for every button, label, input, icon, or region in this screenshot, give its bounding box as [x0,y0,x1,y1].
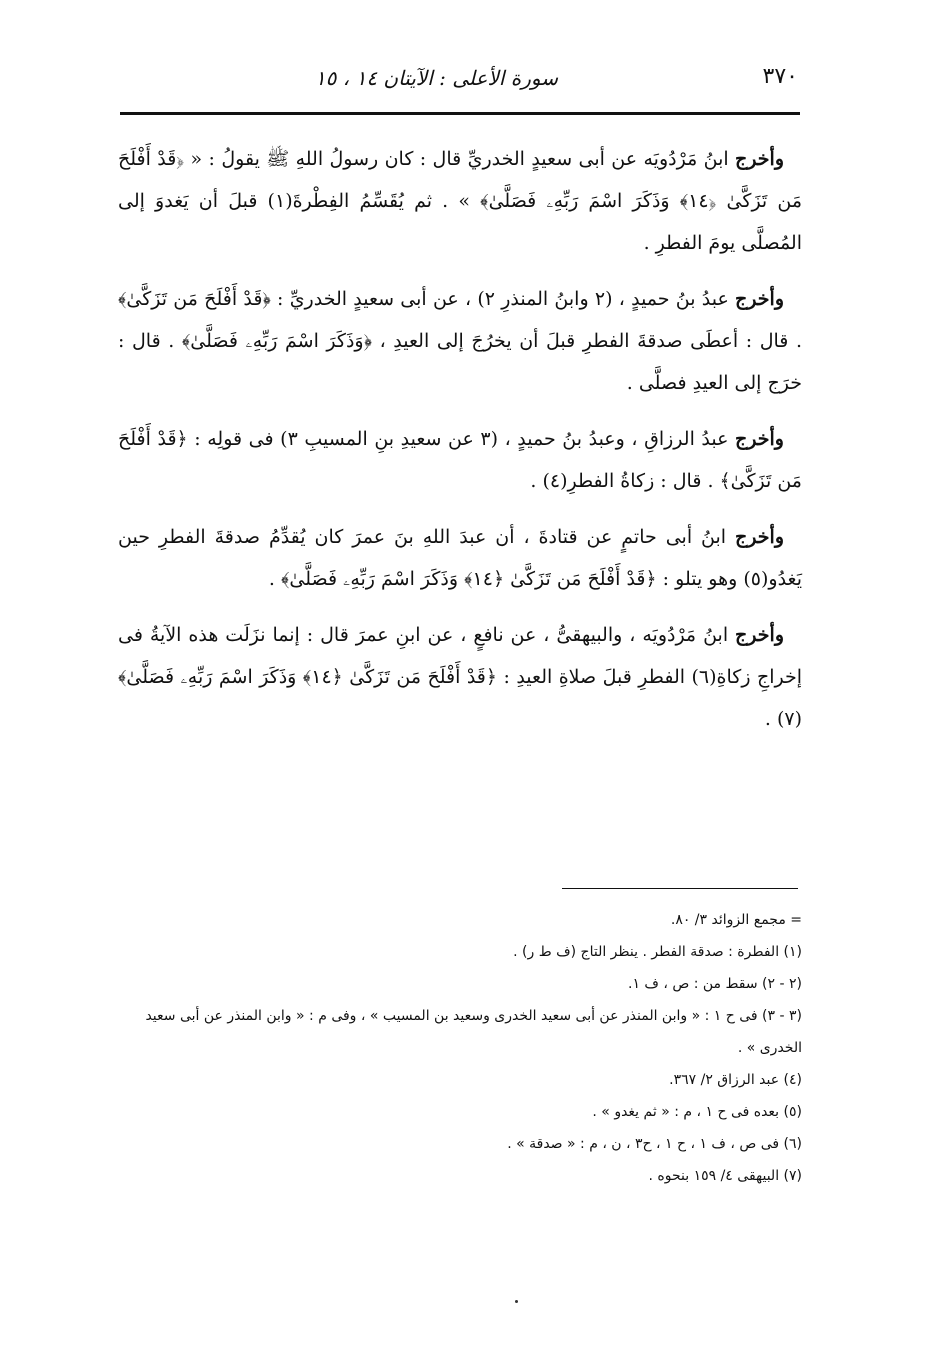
page-speck [515,1300,518,1303]
paragraph-lead: وأخرج [735,428,784,450]
paragraph [118,138,802,264]
paragraph-lead: وأخرج [735,148,784,170]
footnote: (١) الفطرة : صدقة الفطر . ينظر التاج (ف ط ر) . [513,944,802,960]
paragraph [118,418,802,502]
paragraph-lead: وأخرج [735,288,784,310]
footnote: (٦) فى ص ، ف ١ ، ح ١ ، ح٣ ، ن ، م : « صدقة » . [507,1136,802,1152]
running-title: سورة الأعلى : الآيتان ١٤ ، ١٥ [314,66,558,90]
paragraph [118,516,802,600]
paragraph-text: ابنُ مَرْدُويَه ، والبيهقىُّ ، عن نافعٍ ، عن ابنِ عمرَ قال : إنما نزَلَت هذه الآيةُ فى إخراجِ زكاةِ(٦) الفطرِ قبلَ صلاةِ العيدِ : ﴿قَدْ أَفْلَحَ مَن تَزَكَّىٰ ﴿١٤﴾ وَذَكَرَ اسْمَ رَبِّهِۦ فَصَلَّىٰ﴾(٧) . [118,624,803,730]
paragraph [118,278,802,404]
paragraph-text: عبدُ بنُ حميدٍ ، (٢ وابنُ المنذرِ ٢) ، عن أبى سعيدٍ الخدريِّ : ﴿قَدْ أَفْلَحَ مَن تَزَكَّىٰ﴾ . قال : أعطَى صدقةَ الفطرِ قبلَ أن يخرُجَ إلى العيدِ ، ﴿وَذَكَرَ اسْمَ رَبِّهِۦ فَصَلَّىٰ﴾ . قال : خرَج إلى العيدِ فصلَّى . [118,288,802,394]
main-text [118,138,802,754]
footnote: (٢ - ٢) سقط من : ص ، ف ١. [627,976,802,992]
paragraph-lead: وأخرج [735,526,784,548]
paragraph-text: عبدُ الرزاقِ ، وعبدُ بنُ حميدٍ ، (٣ عن سعيدِ بنِ المسيبِ ٣) فى قولِه : ﴿قَدْ أَفْلَحَ مَن تَزَكَّىٰ﴾ . قال : زكاةُ الفطرِ(٤) . [118,428,802,492]
footnote: (٧) البيهقى ٤/ ١٥٩ بنحوه . [648,1168,802,1184]
paragraph-text: ابنُ أبى حاتمٍ عن قتادةَ ، أن عبدَ اللهِ بنَ عمرَ كان يُقدِّمُ صدقةَ الفطرِ حين يَغدُو(٥) وهو يتلو : ﴿قَدْ أَفْلَحَ مَن تَزَكَّىٰ ﴿١٤﴾ وَذَكَرَ اسْمَ رَبِّهِۦ فَصَلَّىٰ﴾ . [118,526,802,590]
page-number: ٣٧٠ [762,64,798,89]
footnote: (٣ - ٣) فى ح ١ : « وابن المنذر عن أبى سعيد الخدرى وسعيد بن المسيب » ، وفى م : « وابن المنذر عن أبى سعيد الخدرى » . [145,1008,802,1056]
footnote: (٥) بعده فى ح ١ ، م : « ثم يغدو » . [592,1104,802,1120]
footnotes [118,904,802,1192]
header-divider [120,112,800,115]
footnote: = مجمع الزوائد ٣/ ٨٠. [670,912,802,928]
page-header [120,62,798,102]
footnote-divider [562,888,798,889]
paragraph [118,614,802,740]
paragraph-lead: وأخرج [735,624,784,646]
paragraph-text: ابنُ مَرْدُويَه عن أبى سعيدٍ الخدريِّ قال : كان رسولُ اللهِ ﷺ يقولُ : « ﴿قَدْ أَفْلَحَ مَن تَزَكَّىٰ ﴿١٤﴾ وَذَكَرَ اسْمَ رَبِّهِۦ فَصَلَّىٰ﴾ » . ثم يُقَسِّمُ الفِطْرةَ(١) قبلَ أن يَغدوَ إلى المُصلَّى يومَ الفطرِ . [118,148,803,254]
footnote: (٤) عبد الرزاق ٢/ ٣٦٧. [669,1072,802,1088]
